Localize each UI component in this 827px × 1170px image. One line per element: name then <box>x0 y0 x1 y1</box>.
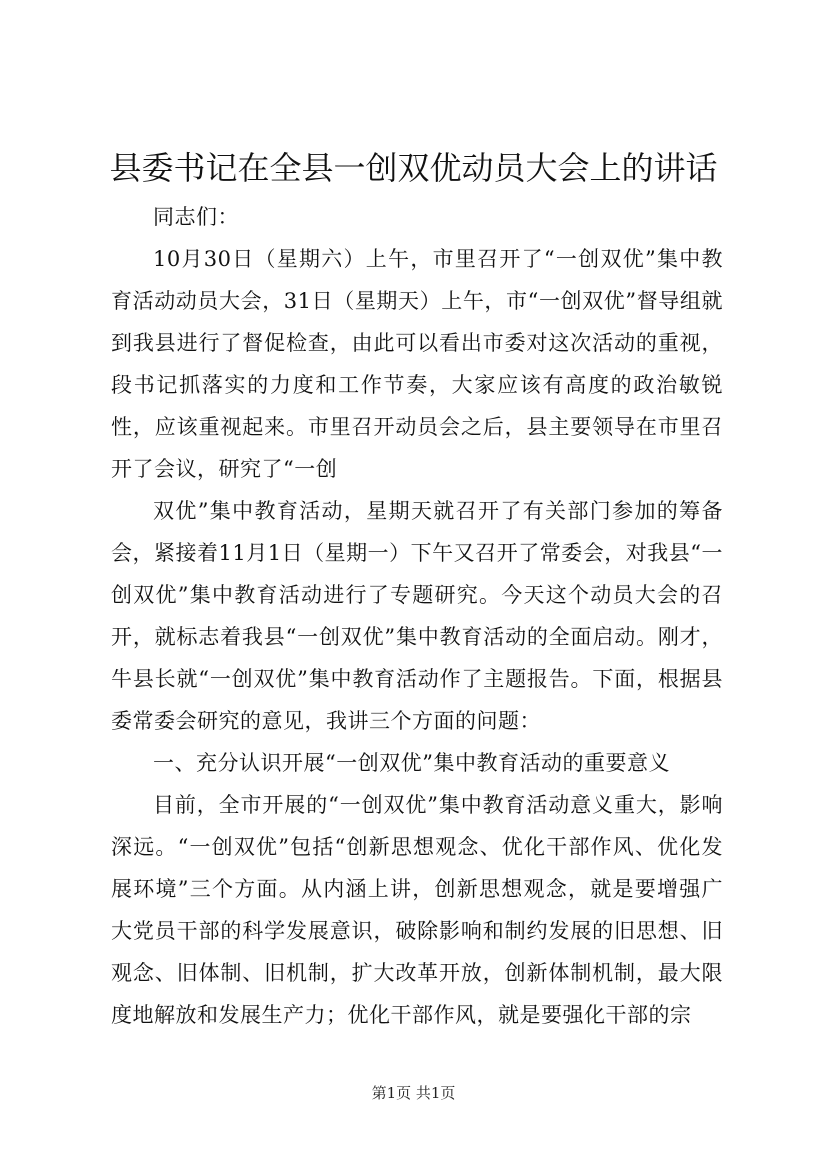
page-footer: 第1页 共1页 <box>371 1084 456 1102</box>
section-heading-1: 一、充分认识开展“一创双优”集中教育活动的重要意义 <box>153 751 670 775</box>
document-title: 县委书记在全县一创双优动员大会上的讲话 <box>109 149 718 187</box>
paragraph-1: 10月30日（星期六）上午，市里召开了“一创双优”集中教育活动动员大会，31日（星期天）上午，市“一创双优”督导组就到我县进行了督促检查，由此可以看出市委对这次活动的重视，段书记抓落实的力度和工作节奏，大家应该有高度的政治敏锐性，应该重视起来。市里召开动员会之后，县主要领导在市里召开了会议，研究了“一创 <box>111 247 723 481</box>
paragraph-3: 目前，全市开展的“一创双优”集中教育活动意义重大，影响深远。“一创双优”包括“创新思想观念、优化干部作风、优化发展环境”三个方面。从内涵上讲，创新思想观念，就是要增强广大党员干部的科学发展意识，破除影响和制约发展的旧思想、旧观念、旧体制、旧机制，扩大改革开放，创新体制机制，最大限度地解放和发展生产力；优化干部作风，就是要强化干部的宗 <box>111 793 723 1027</box>
paragraph-salutation: 同志们： <box>153 205 239 229</box>
document-body <box>111 196 723 1036</box>
paragraph-2: 双优”集中教育活动，星期天就召开了有关部门参加的筹备会，紧接着11月1日（星期一）下午又召开了常委会，对我县“一创双优”集中教育活动进行了专题研究。今天这个动员大会的召开，就标志着我县“一创双优”集中教育活动的全面启动。刚才，牛县长就“一创双优”集中教育活动作了主题报告。下面，根据县委常委会研究的意见，我讲三个方面的问题： <box>111 499 723 733</box>
